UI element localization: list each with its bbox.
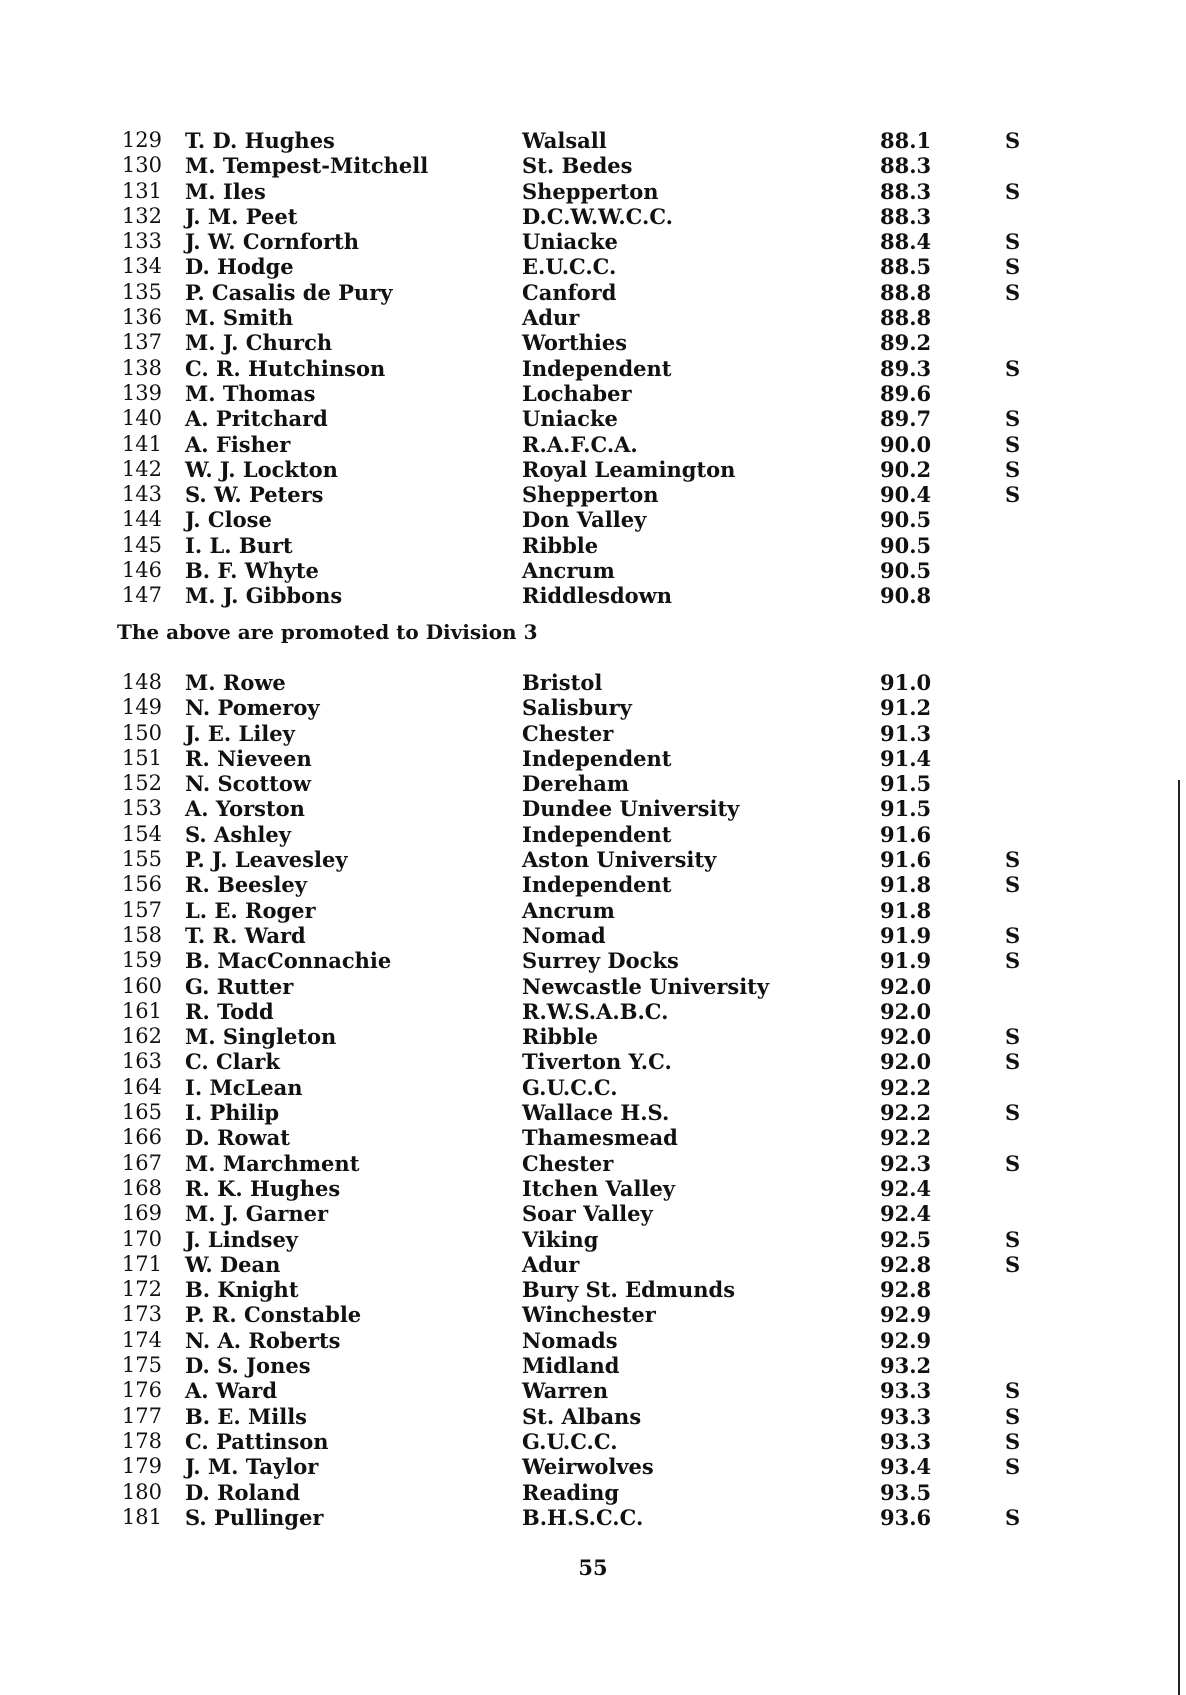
competitor-name: M. Rowe (185, 670, 286, 695)
score-value: 91.5 (880, 796, 932, 822)
score-value: 92.2 (880, 1074, 932, 1100)
club-name: Dundee University (522, 796, 740, 822)
rank-number: 138 (121, 355, 162, 380)
club-name: Itchen Valley (522, 1175, 676, 1201)
score-value: 90.8 (880, 583, 932, 609)
table-row (110, 1252, 1040, 1277)
status-flag: S (1005, 948, 1021, 974)
status-flag: S (1005, 456, 1021, 482)
competitor-name: B. MacConnachie (185, 948, 392, 974)
competitor-name: D. Roland (185, 1479, 301, 1505)
competitor-name: M. Thomas (185, 380, 316, 406)
table-row (110, 1302, 1040, 1327)
competitor-name: J. M. Peet (185, 203, 298, 229)
score-value: 91.5 (880, 771, 932, 797)
rank-number: 131 (121, 178, 162, 203)
rank-number: 136 (121, 305, 162, 330)
club-name: Canford (522, 279, 617, 305)
rank-number: 159 (121, 948, 162, 973)
club-name: Royal Leamington (522, 456, 736, 482)
status-flag: S (1005, 1403, 1021, 1429)
competitor-name: M. Tempest-Mitchell (185, 153, 429, 179)
competitor-name: A. Fisher (185, 431, 291, 457)
table-row (110, 457, 1040, 482)
competitor-name: I. McLean (185, 1074, 303, 1100)
club-name: Ancrum (522, 558, 615, 584)
score-value: 88.1 (880, 128, 932, 153)
club-name: Aston University (522, 847, 717, 873)
status-flag: S (1005, 482, 1021, 508)
rank-number: 129 (121, 128, 162, 152)
table-row (110, 872, 1040, 897)
rank-number: 150 (121, 720, 162, 745)
table-row (110, 999, 1040, 1024)
club-name: Dereham (522, 771, 630, 797)
table-row (110, 356, 1040, 381)
table-row (110, 153, 1040, 178)
score-value: 91.8 (880, 872, 932, 898)
table-row (110, 305, 1040, 330)
table-row (110, 432, 1040, 457)
score-value: 92.8 (880, 1251, 932, 1277)
rank-number: 166 (121, 1125, 162, 1150)
score-value: 91.2 (880, 695, 932, 721)
score-value: 91.0 (880, 670, 932, 695)
rank-number: 173 (121, 1302, 162, 1327)
table-row (110, 898, 1040, 923)
page-edge-line (1178, 780, 1180, 1695)
score-value: 92.0 (880, 998, 932, 1024)
rank-number: 156 (121, 872, 162, 897)
rank-number: 152 (121, 771, 162, 796)
score-value: 93.2 (880, 1353, 932, 1379)
competitor-name: P. Casalis de Pury (185, 279, 393, 305)
club-name: Newcastle University (522, 973, 770, 999)
club-name: Ribble (522, 1024, 599, 1050)
competitor-name: M. Smith (185, 305, 294, 331)
table-row (110, 482, 1040, 507)
score-value: 89.3 (880, 355, 932, 381)
competitor-name: A. Ward (185, 1378, 278, 1404)
rank-number: 147 (121, 583, 162, 608)
rank-number: 143 (121, 482, 162, 507)
score-value: 93.5 (880, 1479, 932, 1505)
rank-number: 154 (121, 821, 162, 846)
table-row (110, 1075, 1040, 1100)
club-name: Thamesmead (522, 1125, 678, 1151)
rank-number: 178 (121, 1428, 162, 1453)
competitor-name: A. Yorston (185, 796, 305, 822)
competitor-name: J. W. Cornforth (185, 229, 359, 255)
score-value: 90.5 (880, 532, 932, 558)
score-value: 92.3 (880, 1150, 932, 1176)
competitor-name: G. Rutter (185, 973, 294, 999)
table-row (110, 254, 1040, 279)
score-value: 88.8 (880, 305, 932, 331)
club-name: Weirwolves (522, 1454, 654, 1480)
table-row (110, 330, 1040, 355)
table-row (110, 1100, 1040, 1125)
competitor-name: S. Ashley (185, 821, 291, 847)
competitor-name: D. S. Jones (185, 1353, 311, 1379)
score-value: 91.6 (880, 847, 932, 873)
results-table-upper (110, 128, 1040, 609)
rank-number: 171 (121, 1251, 162, 1276)
score-value: 92.2 (880, 1100, 932, 1126)
status-flag: S (1005, 1251, 1021, 1277)
club-name: Ancrum (522, 897, 615, 923)
status-flag: S (1005, 1378, 1021, 1404)
club-name: Adur (522, 305, 580, 331)
rank-number: 167 (121, 1150, 162, 1175)
rank-number: 181 (121, 1504, 162, 1529)
competitor-name: T. R. Ward (185, 922, 306, 948)
rank-number: 145 (121, 532, 162, 557)
club-name: Independent (522, 745, 672, 771)
rank-number: 132 (121, 203, 162, 228)
competitor-name: P. J. Leavesley (185, 847, 348, 873)
table-row (110, 695, 1040, 720)
table-row (110, 1328, 1040, 1353)
rank-number: 130 (121, 153, 162, 178)
rank-number: 148 (121, 670, 162, 694)
score-value: 89.2 (880, 330, 932, 356)
club-name: Warren (522, 1378, 609, 1404)
rank-number: 155 (121, 847, 162, 872)
score-value: 91.9 (880, 922, 932, 948)
score-value: 92.0 (880, 973, 932, 999)
club-name: Uniacke (522, 229, 618, 255)
competitor-name: J. E. Liley (185, 720, 295, 746)
club-name: Soar Valley (522, 1201, 653, 1227)
club-name: G.U.C.C. (522, 1428, 618, 1454)
club-name: Bristol (522, 670, 603, 695)
score-value: 91.9 (880, 948, 932, 974)
page-number: 55 (578, 1555, 608, 1580)
table-row (110, 1378, 1040, 1403)
score-value: 92.0 (880, 1049, 932, 1075)
club-name: R.A.F.C.A. (522, 431, 638, 457)
table-row (110, 923, 1040, 948)
rank-number: 162 (121, 1024, 162, 1049)
rank-number: 151 (121, 745, 162, 770)
competitor-name: M. Singleton (185, 1024, 337, 1050)
status-flag: S (1005, 178, 1021, 204)
club-name: Salisbury (522, 695, 632, 721)
table-row (110, 1125, 1040, 1150)
club-name: Independent (522, 355, 672, 381)
table-row (110, 1454, 1040, 1479)
score-value: 92.5 (880, 1226, 932, 1252)
club-name: Independent (522, 872, 672, 898)
table-row (110, 1505, 1040, 1530)
table-row (110, 179, 1040, 204)
rank-number: 175 (121, 1353, 162, 1378)
results-table-lower (110, 670, 1040, 1530)
table-row (110, 558, 1040, 583)
rank-number: 140 (121, 406, 162, 431)
score-value: 88.3 (880, 153, 932, 179)
score-value: 88.4 (880, 229, 932, 255)
competitor-name: R. Todd (185, 998, 274, 1024)
rank-number: 165 (121, 1100, 162, 1125)
score-value: 91.6 (880, 821, 932, 847)
score-value: 90.2 (880, 456, 932, 482)
club-name: Independent (522, 821, 672, 847)
competitor-name: S. Pullinger (185, 1504, 324, 1530)
club-name: Adur (522, 1251, 580, 1277)
competitor-name: D. Hodge (185, 254, 294, 280)
competitor-name: R. Beesley (185, 872, 307, 898)
score-value: 91.4 (880, 745, 932, 771)
club-name: Don Valley (522, 507, 647, 533)
club-name: Walsall (522, 128, 607, 153)
score-value: 93.3 (880, 1428, 932, 1454)
rank-number: 180 (121, 1479, 162, 1504)
competitor-name: J. Lindsey (185, 1226, 299, 1252)
club-name: Tiverton Y.C. (522, 1049, 672, 1075)
status-flag: S (1005, 254, 1021, 280)
table-row (110, 406, 1040, 431)
club-name: Midland (522, 1353, 620, 1379)
score-value: 92.4 (880, 1175, 932, 1201)
competitor-name: W. J. Lockton (185, 456, 338, 482)
status-flag: S (1005, 279, 1021, 305)
table-row (110, 381, 1040, 406)
club-name: B.H.S.C.C. (522, 1504, 644, 1530)
competitor-name: T. D. Hughes (185, 128, 335, 153)
rank-number: 164 (121, 1074, 162, 1099)
table-row (110, 974, 1040, 999)
competitor-name: M. Marchment (185, 1150, 360, 1176)
club-name: Uniacke (522, 406, 618, 432)
competitor-name: M. J. Gibbons (185, 583, 343, 609)
status-flag: S (1005, 355, 1021, 381)
rank-number: 160 (121, 973, 162, 998)
rank-number: 157 (121, 897, 162, 922)
competitor-name: N. Pomeroy (185, 695, 320, 721)
table-row (110, 771, 1040, 796)
score-value: 90.0 (880, 431, 932, 457)
status-flag: S (1005, 229, 1021, 255)
status-flag: S (1005, 1049, 1021, 1075)
competitor-name: M. J. Church (185, 330, 333, 356)
table-row (110, 1404, 1040, 1429)
table-row (110, 1353, 1040, 1378)
status-flag: S (1005, 1454, 1021, 1480)
club-name: Worthies (522, 330, 628, 356)
competitor-name: M. J. Garner (185, 1201, 329, 1227)
table-row (110, 1201, 1040, 1226)
competitor-name: I. L. Burt (185, 532, 293, 558)
competitor-name: W. Dean (185, 1251, 281, 1277)
rank-number: 177 (121, 1403, 162, 1428)
club-name: Nomad (522, 922, 606, 948)
score-value: 91.3 (880, 720, 932, 746)
table-row (110, 1151, 1040, 1176)
score-value: 91.8 (880, 897, 932, 923)
table-row (110, 721, 1040, 746)
score-value: 93.3 (880, 1378, 932, 1404)
competitor-name: N. Scottow (185, 771, 311, 797)
rank-number: 169 (121, 1201, 162, 1226)
status-flag: S (1005, 1024, 1021, 1050)
rank-number: 158 (121, 922, 162, 947)
rank-number: 168 (121, 1175, 162, 1200)
rank-number: 133 (121, 229, 162, 254)
competitor-name: I. Philip (185, 1100, 280, 1126)
promotion-note: The above are promoted to Division 3 (117, 620, 538, 644)
competitor-name: B. Knight (185, 1277, 299, 1303)
score-value: 93.3 (880, 1403, 932, 1429)
competitor-name: B. F. Whyte (185, 558, 319, 584)
rank-number: 176 (121, 1378, 162, 1403)
rank-number: 146 (121, 558, 162, 583)
club-name: Shepperton (522, 178, 659, 204)
status-flag: S (1005, 1504, 1021, 1530)
score-value: 88.5 (880, 254, 932, 280)
competitor-name: P. R. Constable (185, 1302, 362, 1328)
rank-number: 144 (121, 507, 162, 532)
competitor-name: N. A. Roberts (185, 1327, 341, 1353)
club-name: St. Albans (522, 1403, 642, 1429)
score-value: 92.9 (880, 1302, 932, 1328)
club-name: R.W.S.A.B.C. (522, 998, 669, 1024)
table-row (110, 822, 1040, 847)
rank-number: 172 (121, 1277, 162, 1302)
score-value: 90.5 (880, 507, 932, 533)
table-row (110, 1049, 1040, 1074)
club-name: Shepperton (522, 482, 659, 508)
club-name: Winchester (522, 1302, 656, 1328)
status-flag: S (1005, 406, 1021, 432)
rank-number: 137 (121, 330, 162, 355)
competitor-name: C. Pattinson (185, 1428, 329, 1454)
table-row (110, 746, 1040, 771)
club-name: G.U.C.C. (522, 1074, 618, 1100)
table-row (110, 847, 1040, 872)
table-row (110, 229, 1040, 254)
competitor-name: J. Close (185, 507, 272, 533)
club-name: E.U.C.C. (522, 254, 617, 280)
score-value: 89.7 (880, 406, 932, 432)
table-row (110, 128, 1040, 153)
club-name: Chester (522, 720, 614, 746)
competitor-name: B. E. Mills (185, 1403, 308, 1429)
rank-number: 141 (121, 431, 162, 456)
table-row (110, 507, 1040, 532)
competitor-name: R. K. Hughes (185, 1175, 341, 1201)
score-value: 93.6 (880, 1504, 932, 1530)
club-name: St. Bedes (522, 153, 633, 179)
competitor-name: J. M. Taylor (185, 1454, 319, 1480)
table-row (110, 533, 1040, 558)
status-flag: S (1005, 431, 1021, 457)
table-row (110, 204, 1040, 229)
rank-number: 161 (121, 998, 162, 1023)
rank-number: 139 (121, 380, 162, 405)
table-row (110, 670, 1040, 695)
rank-number: 163 (121, 1049, 162, 1074)
score-value: 88.3 (880, 203, 932, 229)
rank-number: 179 (121, 1454, 162, 1479)
status-flag: S (1005, 1150, 1021, 1176)
score-value: 89.6 (880, 380, 932, 406)
club-name: Viking (522, 1226, 599, 1252)
competitor-name: R. Nieveen (185, 745, 312, 771)
competitor-name: A. Pritchard (185, 406, 328, 432)
status-flag: S (1005, 1100, 1021, 1126)
rank-number: 135 (121, 279, 162, 304)
status-flag: S (1005, 1226, 1021, 1252)
score-value: 92.2 (880, 1125, 932, 1151)
score-value: 90.4 (880, 482, 932, 508)
club-name: Reading (522, 1479, 620, 1505)
score-value: 92.9 (880, 1327, 932, 1353)
competitor-name: M. Iles (185, 178, 266, 204)
status-flag: S (1005, 1428, 1021, 1454)
score-value: 88.8 (880, 279, 932, 305)
rank-number: 149 (121, 695, 162, 720)
status-flag: S (1005, 847, 1021, 873)
club-name: Bury St. Edmunds (522, 1277, 736, 1303)
score-value: 92.0 (880, 1024, 932, 1050)
score-value: 93.4 (880, 1454, 932, 1480)
club-name: Chester (522, 1150, 614, 1176)
club-name: Wallace H.S. (522, 1100, 670, 1126)
table-row (110, 280, 1040, 305)
score-value: 90.5 (880, 558, 932, 584)
competitor-name: C. R. Hutchinson (185, 355, 386, 381)
table-row (110, 1176, 1040, 1201)
status-flag: S (1005, 922, 1021, 948)
score-value: 92.4 (880, 1201, 932, 1227)
competitor-name: C. Clark (185, 1049, 280, 1075)
club-name: Riddlesdown (522, 583, 672, 609)
score-value: 92.8 (880, 1277, 932, 1303)
club-name: Surrey Docks (522, 948, 679, 974)
rank-number: 153 (121, 796, 162, 821)
rank-number: 170 (121, 1226, 162, 1251)
rank-number: 134 (121, 254, 162, 279)
status-flag: S (1005, 128, 1021, 153)
table-row (110, 948, 1040, 973)
status-flag: S (1005, 872, 1021, 898)
club-name: Lochaber (522, 380, 632, 406)
table-row (110, 796, 1040, 821)
table-row (110, 1480, 1040, 1505)
competitor-name: D. Rowat (185, 1125, 290, 1151)
table-row (110, 1024, 1040, 1049)
table-row (110, 583, 1040, 608)
competitor-name: L. E. Roger (185, 897, 316, 923)
club-name: D.C.W.W.C.C. (522, 203, 673, 229)
table-row (110, 1429, 1040, 1454)
rank-number: 142 (121, 456, 162, 481)
table-row (110, 1227, 1040, 1252)
table-row (110, 1277, 1040, 1302)
club-name: Ribble (522, 532, 599, 558)
rank-number: 174 (121, 1327, 162, 1352)
club-name: Nomads (522, 1327, 618, 1353)
score-value: 88.3 (880, 178, 932, 204)
competitor-name: S. W. Peters (185, 482, 324, 508)
